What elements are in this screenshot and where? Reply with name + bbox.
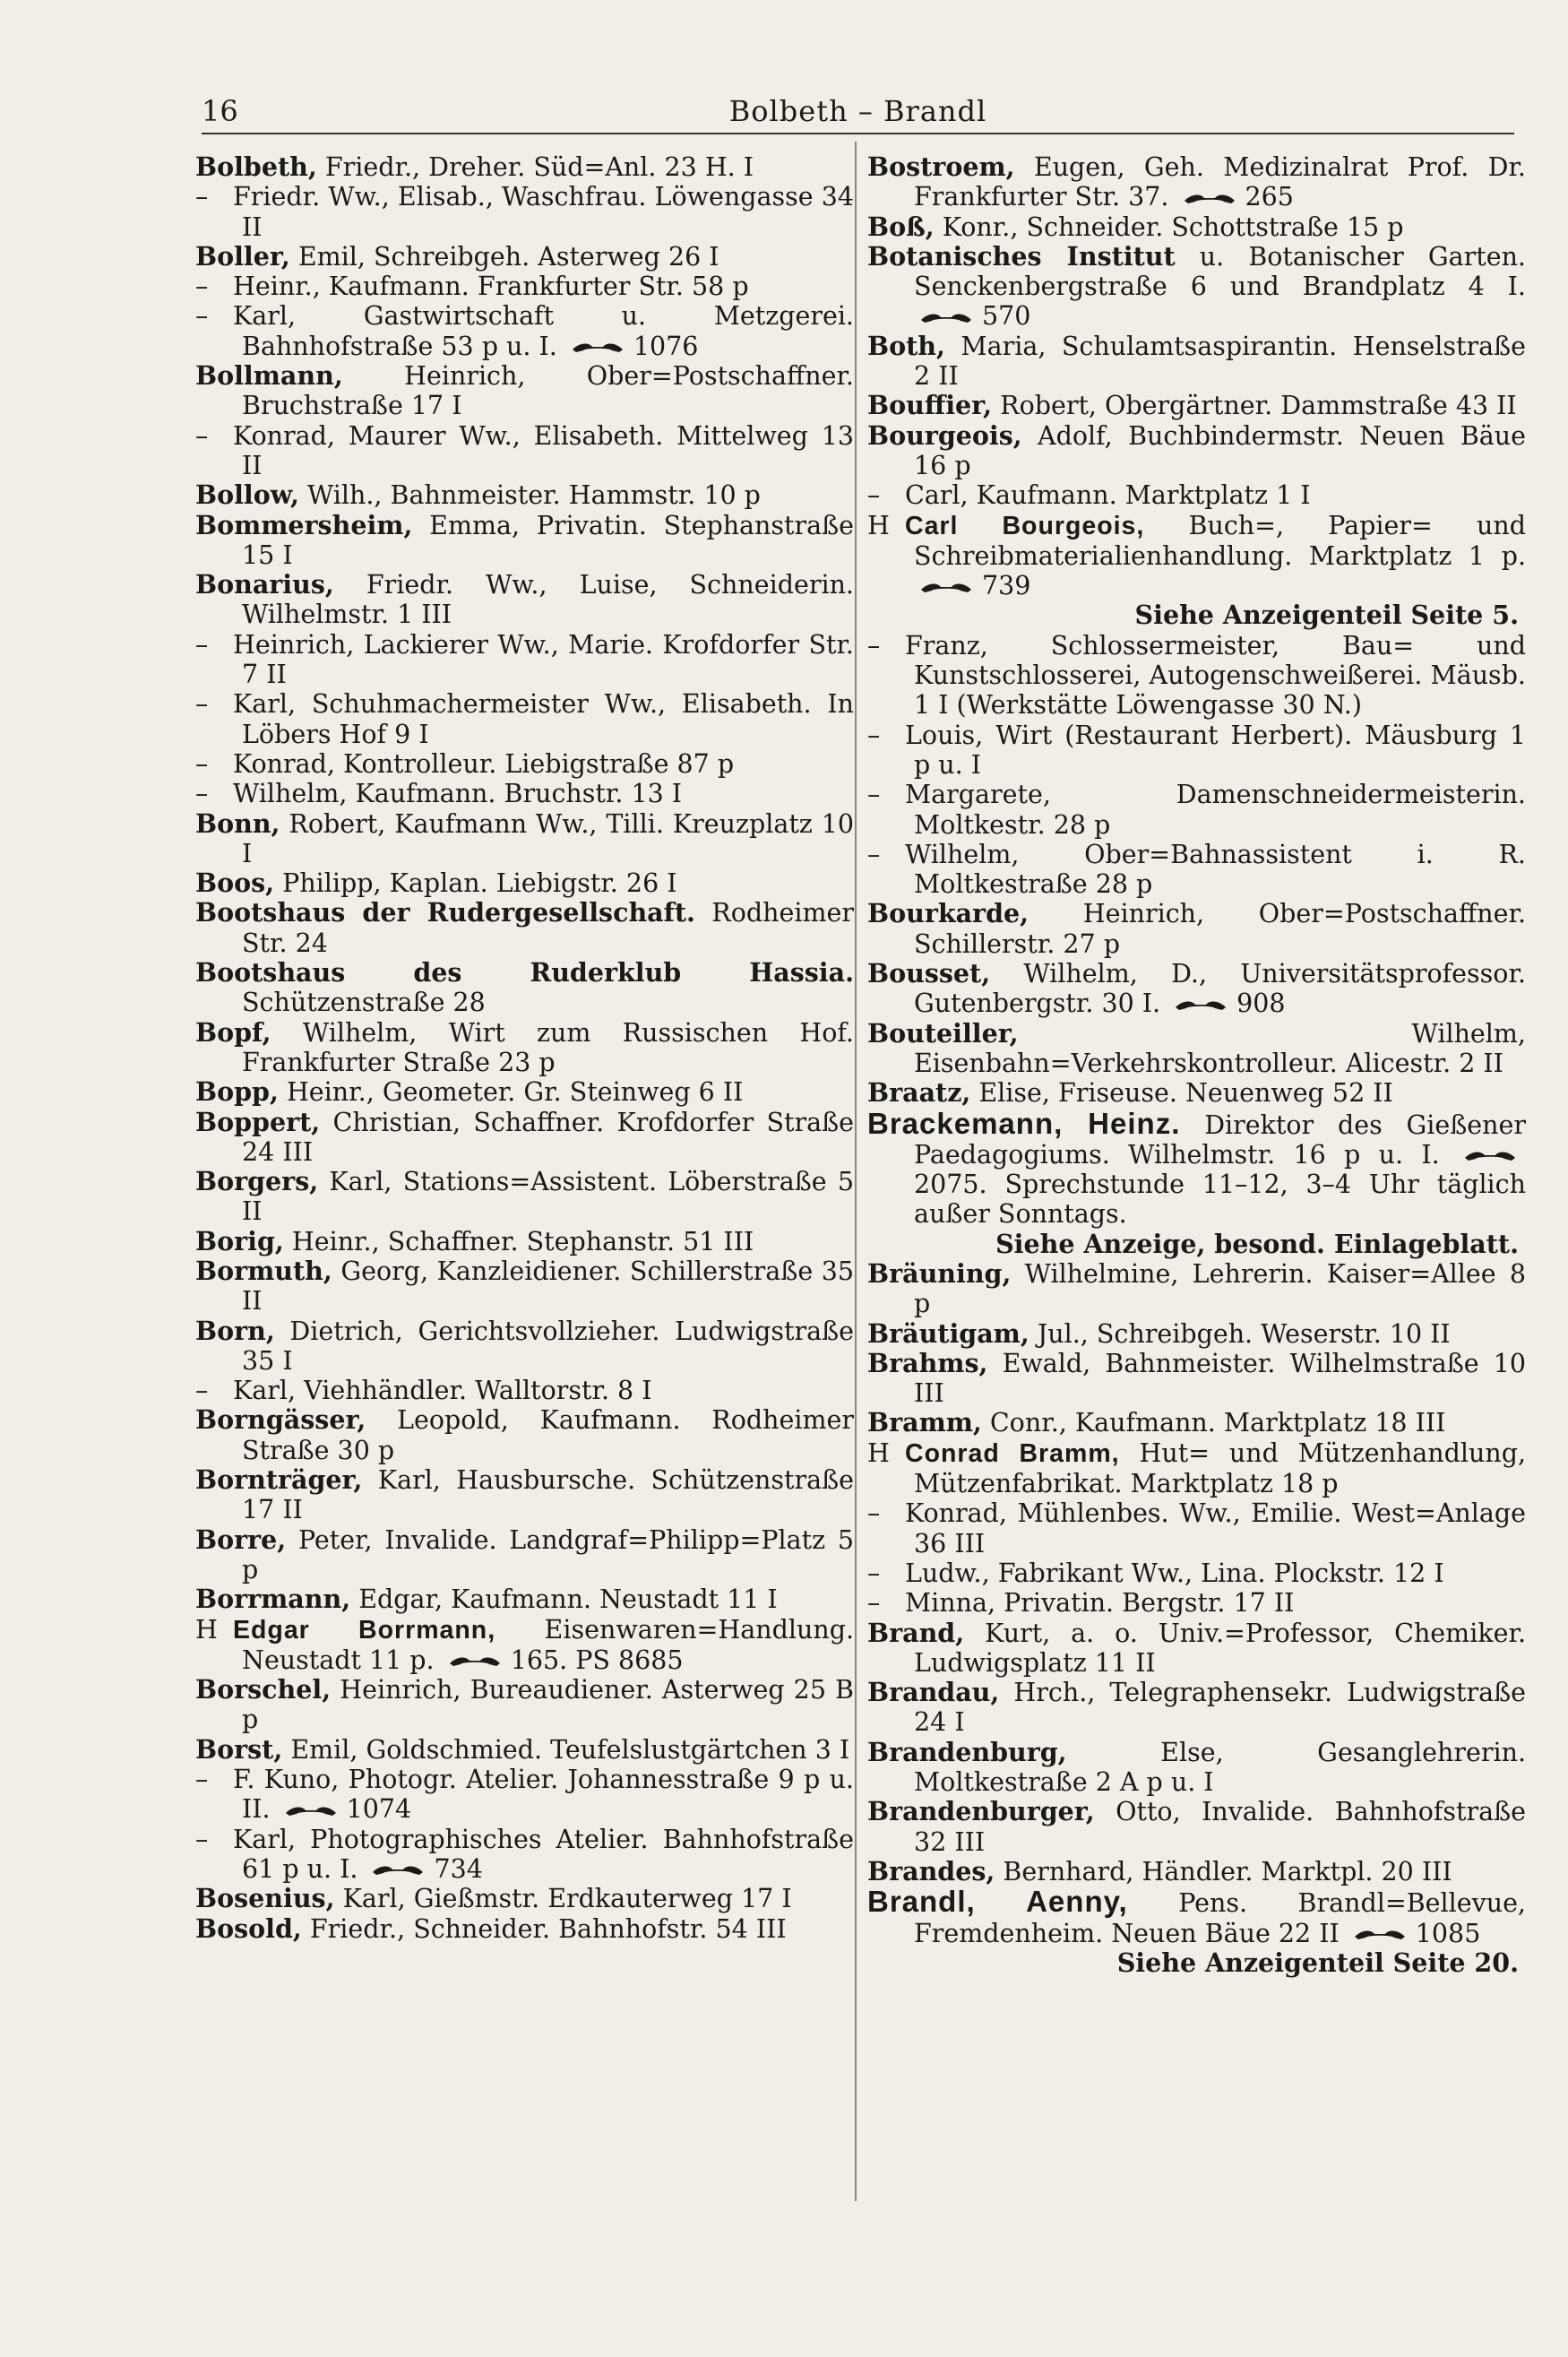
directory-entry (867, 480, 1526, 510)
entry-text: Karl, Photographisches Atelier. Bahnhofstraße 61 p u. I. (233, 1824, 854, 1884)
directory-entry (867, 242, 1526, 332)
entry-text: Karl, Hausbursche. Schützenstraße 17 II (242, 1465, 854, 1525)
entry-text: Konrad, Kontrolleur. Liebigstraße 87 p (233, 748, 735, 779)
repeat-dash: – (195, 1824, 209, 1854)
entry-text: Heinrich, Ober=Postschaffner. Bruchstraße 17 I (242, 361, 854, 421)
entry-text: Eisenwaren=Handlung. Neustadt 11 p. (242, 1614, 854, 1675)
entry-text: Peter, Invalide. Landgraf=Philipp=Platz 5 p (242, 1524, 854, 1584)
entry-name: Borschel, (195, 1674, 332, 1705)
entry-name: Bootshaus des Ruderklub Hassia. (195, 957, 854, 989)
entry-name: Bräuning, (867, 1257, 1012, 1289)
repeat-dash: – (867, 780, 881, 810)
repeat-dash: – (195, 689, 209, 720)
directory-entry (867, 721, 1526, 781)
directory-entry (195, 301, 854, 361)
entry-name: Borst, (195, 1733, 283, 1765)
directory-entry (867, 1078, 1526, 1108)
entry-text: Karl, Gastwirtschaft u. Metzgerei. Bahnhofstraße 53 p u. I. (233, 301, 854, 361)
entry-text: Friedr., Schneider. Bahnhofstr. 54 III (309, 1913, 787, 1944)
telephone-icon (371, 1864, 425, 1877)
phone-number: 1085 (1415, 1918, 1481, 1948)
entry-text: Georg, Kanzleidiener. Schillerstraße 35 II (242, 1256, 854, 1317)
entry-text: Emil, Goldschmied. Teufelslustgärtchen 3 I (290, 1734, 850, 1765)
entry-text: Christian, Schaffner. Krofdorfer Straße 24 III (242, 1107, 855, 1167)
entry-name: Born, (195, 1315, 275, 1346)
entry-text: Else, Gesanglehrerin. Moltkestraße 2 A p u. I (914, 1737, 1527, 1798)
entry-text: Conr., Kaufmann. Marktplatz 18 III (989, 1408, 1446, 1438)
directory-entry (867, 1797, 1526, 1857)
right-column (867, 152, 1526, 1978)
directory-entry (867, 899, 1526, 959)
entry-text: Schützenstraße 28 (242, 988, 486, 1018)
directory-entry (867, 212, 1526, 242)
entry-text: Wilhelm, Ober=Bahnassistent i. R. Moltkestraße 28 p (905, 839, 1526, 900)
directory-entry (195, 1077, 854, 1107)
entry-text: Emil, Schreibgeh. Asterweg 26 I (297, 241, 719, 272)
repeat-dash: – (195, 420, 209, 451)
directory-entry (195, 1914, 854, 1944)
directory-entry (195, 361, 854, 421)
entry-name: Bollmann, (195, 360, 343, 392)
directory-entry (867, 1619, 1526, 1679)
repeat-dash: – (867, 1558, 881, 1588)
entry-text: Bernhard, Händler. Marktpl. 20 III (1003, 1856, 1452, 1886)
repeat-dash: – (195, 182, 209, 212)
directory-entry (195, 1317, 854, 1377)
directory-entry (867, 332, 1526, 392)
advert-reference: Siehe Anzeigenteil Seite 20. (1116, 1947, 1519, 1978)
phone-number: 908 (1236, 989, 1286, 1019)
entry-name: Bourkarde, (867, 898, 1030, 929)
entry-text: Kurt, a. o. Univ.=Professor, Chemiker. Ludwigsplatz 11 II (914, 1618, 1527, 1678)
entry-text: Carl, Kaufmann. Marktplatz 1 I (905, 480, 1311, 511)
commercial-mark: H (867, 510, 890, 540)
directory-entry (867, 1678, 1526, 1738)
directory-entry (867, 959, 1526, 1019)
entry-text: Friedr. Ww., Elisab., Waschfrau. Löwengasse 34 II (233, 182, 854, 242)
telephone-icon (571, 341, 625, 354)
directory-entry (195, 689, 854, 749)
directory-entry (195, 1376, 854, 1405)
entry-text: Ewald, Bahnmeister. Wilhelmstraße 10 III (914, 1348, 1527, 1409)
entry-text: Jul., Schreibgeh. Weserstr. 10 II (1037, 1318, 1451, 1349)
entry-name: Boller, (195, 240, 290, 272)
directory-entry (195, 1825, 854, 1885)
entry-name: Brandenburg, (867, 1736, 1067, 1767)
entry-text: Pens. Brandl=Bellevue, Fremdenheim. Neuen Bäue 22 II (914, 1888, 1526, 1948)
entry-text: Hut= und Mützenhandlung, Mützenfabrikat. Marktplatz 18 p (914, 1438, 1527, 1499)
directory-entry (867, 1558, 1526, 1588)
directory-entry (867, 1019, 1526, 1079)
firm-name: Conrad Bramm, (905, 1438, 1120, 1468)
entry-text: Maria, Schulamtsaspirantin. Henselstraße 2 II (914, 331, 1527, 392)
directory-entry (195, 1405, 854, 1465)
entry-text: Karl, Gießmstr. Erdkauterweg 17 I (342, 1884, 792, 1914)
entry-text: Wilhelm, Wirt zum Russischen Hof. Frankfurter Straße 23 p (242, 1017, 854, 1077)
telephone-icon (1174, 999, 1228, 1012)
entry-text: Heinrich, Lackierer Ww., Marie. Krofdorfer Str. 7 II (233, 629, 854, 690)
entry-name: Borgers, (195, 1166, 319, 1197)
page-number: 16 (202, 94, 238, 128)
entry-name: Bolbeth, (195, 151, 317, 182)
entry-name: Brand, (867, 1617, 965, 1648)
phone-number: 570 (982, 301, 1031, 332)
entry-text: Franz, Schlossermeister, Bau= und Kunstschlosserei, Autogenschweißerei. Mäusb. 1 I (Werkstätte Löwengasse 30 N.) (905, 630, 1526, 721)
directory-entry (195, 242, 854, 272)
repeat-dash: – (195, 629, 209, 660)
entry-name: Borngässer, (195, 1404, 366, 1436)
directory-entry (867, 1857, 1526, 1886)
phone-number: 2075. (914, 1170, 987, 1200)
phone-number: 734 (434, 1853, 483, 1884)
entry-text: Wilhelm, Kaufmann. Bruchstr. 13 I (233, 779, 683, 809)
directory-entry (867, 421, 1526, 481)
entry-text: Konrad, Maurer Ww., Elisabeth. Mittelweg 13 II (233, 420, 854, 480)
telephone-icon (284, 1805, 338, 1817)
telephone-icon (1183, 193, 1236, 205)
entry-name: Bornträger, (195, 1464, 363, 1496)
directory-entry (867, 1319, 1526, 1349)
entry-name: Bostroem, (867, 151, 1015, 182)
entry-text: Rodheimer Str. 24 (242, 898, 855, 958)
entry-text: Buch=, Papier= und Schreibmaterialienhandlung. Marktplatz 1 p. (914, 510, 1526, 571)
directory-entry (867, 511, 1526, 601)
directory-entry (195, 1584, 854, 1614)
entry-name: Bonarius, (195, 569, 334, 600)
entry-text: Ludw., Fabrikant Ww., Lina. Plockstr. 12 I (905, 1558, 1444, 1588)
entry-name: Boß, (867, 211, 935, 242)
directory-entry (195, 1615, 854, 1676)
repeat-dash: – (195, 779, 209, 809)
left-column (195, 152, 854, 1944)
directory-entry (195, 630, 854, 690)
directory-entry (195, 421, 854, 481)
entry-name: Bopf, (195, 1016, 271, 1048)
entry-text: Elise, Friseuse. Neuenweg 52 II (978, 1078, 1393, 1109)
entry-text: u. Botanischer Garten. Senckenbergstraße 6 und Brandplatz 4 I. (914, 241, 1526, 302)
entry-name: Bouteiller, (867, 1017, 1019, 1049)
directory-entry (867, 1259, 1526, 1319)
entry-name: Boos, (195, 868, 275, 899)
entry-name: Bräutigam, (867, 1317, 1030, 1349)
directory-entry (195, 1108, 854, 1168)
entry-text: Karl, Viehhändler. Walltorstr. 8 I (233, 1376, 652, 1406)
directory-entry (867, 780, 1526, 840)
entry-name: Bouffier, (867, 390, 993, 421)
entry-tail: PS 8685 (575, 1645, 684, 1675)
advert-reference: Siehe Anzeige, besond. Einlageblatt. (995, 1228, 1519, 1259)
entry-text: Minna, Privatin. Bergstr. 17 II (905, 1588, 1295, 1619)
repeat-dash: – (195, 1765, 209, 1795)
repeat-dash: – (867, 839, 881, 869)
advert-reference: Siehe Anzeigenteil Seite 5. (1134, 600, 1519, 631)
directory-entry (195, 1227, 854, 1256)
directory-entry (195, 809, 854, 869)
entry-name: Bourgeois, (867, 419, 1022, 451)
directory-entry (867, 1886, 1526, 1948)
entry-text: Wilh., Bahnmeister. Hammstr. 10 p (306, 480, 761, 511)
entry-text: Dietrich, Gerichtsvollzieher. Ludwigstraße 35 I (242, 1316, 855, 1376)
entry-text: Heinr., Kaufmann. Frankfurter Str. 58 p (233, 272, 749, 302)
repeat-dash: – (867, 630, 881, 660)
telephone-icon (1353, 1929, 1407, 1941)
directory-entry (867, 152, 1526, 212)
entry-name: Bormuth, (195, 1255, 332, 1286)
directory-entry (195, 1018, 854, 1078)
directory-entry (195, 272, 854, 301)
entry-name: Boppert, (195, 1106, 321, 1137)
entry-text: Direktor des Gießener Paedagogiums. Wilhelmstr. 16 p u. I. (914, 1109, 1526, 1170)
entry-name: Botanisches Institut (867, 240, 1176, 272)
firm-name: Edgar Borrmann, (233, 1615, 496, 1645)
entry-name: Bommersheim, (195, 509, 413, 540)
entry-text: Otto, Invalide. Bahnhofstraße 32 III (914, 1797, 1526, 1857)
directory-entry (867, 1349, 1526, 1409)
entry-name: Borig, (195, 1225, 284, 1256)
directory-entry (195, 1167, 854, 1227)
entry-text: Wilhelmine, Lehrerin. Kaiser=Allee 8 p (914, 1258, 1526, 1319)
directory-entry (195, 1765, 854, 1825)
entry-text: Adolf, Buchbindermstr. Neuen Bäue 16 p (914, 420, 1527, 480)
entry-text: Wilhelm, Eisenbahn=Verkehrskontrolleur. Alicestr. 2 II (914, 1018, 1526, 1078)
entry-text: Konrad, Mühlenbes. Ww., Emilie. West=Anlage 36 III (905, 1498, 1526, 1558)
directory-entry (867, 1498, 1526, 1558)
directory-entry (195, 1884, 854, 1913)
entry-name: Borrmann, (195, 1584, 351, 1615)
telephone-icon (1463, 1150, 1517, 1162)
directory-entry (195, 182, 854, 242)
telephone-icon (448, 1655, 502, 1668)
entry-name: Brandes, (867, 1855, 995, 1886)
directory-entry (195, 480, 854, 510)
entry-text: Philipp, Kaplan. Liebigstr. 26 I (282, 868, 677, 899)
entry-text: Eugen, Geh. Medizinalrat Prof. Dr. Frankfurter Str. 37. (914, 152, 1526, 212)
page-header (202, 90, 1514, 134)
entry-text: Leopold, Kaufmann. Rodheimer Straße 30 p (242, 1405, 855, 1465)
directory-entry (867, 631, 1526, 721)
directory-entry (867, 1738, 1526, 1798)
entry-text: Karl, Schuhmachermeister Ww., Elisabeth. In Löbers Hof 9 I (233, 689, 854, 749)
entry-name: Brandl, Aenny, (867, 1885, 1128, 1919)
entry-tail: Sprechstunde 11–12, 3–4 Uhr täglich außer Sonntags. (914, 1170, 1526, 1230)
entry-name: Bosold, (195, 1912, 302, 1944)
repeat-dash: – (195, 272, 209, 302)
phone-number: 1076 (633, 331, 699, 361)
directory-entry (195, 1525, 854, 1585)
directory-entry (195, 152, 854, 182)
entry-name: Brahms, (867, 1347, 988, 1378)
entry-text: Hrch., Telegraphensekr. Ludwigstraße 24 I (914, 1678, 1526, 1738)
phone-number: 265 (1245, 182, 1294, 212)
commercial-mark: H (195, 1614, 218, 1645)
directory-entry (195, 898, 854, 958)
entry-text: Heinr., Geometer. Gr. Steinweg 6 II (286, 1077, 744, 1108)
entry-name: Bosenius, (195, 1883, 335, 1914)
entry-text: Heinrich, Bureaudiener. Asterweg 25 B p (242, 1675, 855, 1735)
directory-entry (195, 1675, 854, 1735)
telephone-icon (919, 582, 973, 594)
firm-name: Carl Bourgeois, (905, 511, 1145, 540)
phone-number: 165. (510, 1645, 568, 1675)
entry-text: Edgar, Kaufmann. Neustadt 11 I (358, 1584, 778, 1615)
phone-number: 739 (982, 571, 1031, 601)
directory-entry (195, 570, 854, 630)
directory-entry (867, 1588, 1526, 1618)
directory-entry (195, 749, 854, 779)
entry-name: Bollow, (195, 479, 299, 511)
entry-text: F. Kuno, Photogr. Atelier. Johannesstraße 9 p u. II. (233, 1765, 854, 1825)
entry-name: Bootshaus der Rudergesellschaft. (195, 897, 695, 928)
entry-name: Brandenburger, (867, 1796, 1095, 1827)
directory-entry (867, 1106, 1526, 1230)
directory-entry (195, 1256, 854, 1317)
directory-entry (195, 511, 854, 571)
entry-text: Louis, Wirt (Restaurant Herbert). Mäusburg 1 p u. I (905, 720, 1526, 780)
entry-text: Friedr. Ww., Luise, Schneiderin. Wilhelmstr. 1 III (242, 570, 854, 630)
entry-name: Bramm, (867, 1407, 982, 1438)
entry-name: Brackemann, Heinz. (867, 1106, 1181, 1140)
directory-entry (867, 1438, 1526, 1499)
column-divider (855, 142, 857, 2201)
directory-entry (195, 779, 854, 808)
entry-text: Margarete, Damenschneidermeisterin. Moltkestr. 28 p (905, 780, 1526, 840)
repeat-dash: – (867, 1588, 881, 1619)
entry-text: Konr., Schneider. Schottstraße 15 p (942, 212, 1404, 242)
directory-entry (867, 391, 1526, 420)
entry-text: Robert, Kaufmann Ww., Tilli. Kreuzplatz 10 I (242, 808, 855, 868)
commercial-mark: H (867, 1438, 890, 1468)
repeat-dash: – (195, 1376, 209, 1406)
entry-name: Bonn, (195, 807, 280, 839)
entry-text: Heinrich, Ober=Postschaffner. Schillerstr. 27 p (914, 899, 1527, 959)
repeat-dash: – (867, 480, 881, 511)
running-head: Bolbeth – Brandl (728, 94, 987, 128)
entry-name: Brandau, (867, 1677, 1000, 1708)
entry-name: Both, (867, 330, 945, 361)
entry-name: Bopp, (195, 1076, 279, 1108)
entry-text: Wilhelm, D., Universitätsprofessor. Gutenbergstr. 30 I. (914, 959, 1527, 1019)
entry-name: Braatz, (867, 1077, 971, 1109)
entry-text: Karl, Stations=Assistent. Löberstraße 5 II (242, 1167, 855, 1227)
entry-text: Heinr., Schaffner. Stephanstr. 51 III (291, 1226, 754, 1256)
entry-name: Bousset, (867, 958, 991, 989)
entry-name: Borre, (195, 1524, 287, 1555)
entry-text: Emma, Privatin. Stephanstraße 15 I (242, 510, 854, 570)
repeat-dash: – (867, 720, 881, 750)
entry-text: Friedr., Dreher. Süd=Anl. 23 H. I (324, 152, 754, 182)
telephone-icon (919, 312, 973, 324)
directory-entry (195, 868, 854, 898)
repeat-dash: – (195, 301, 209, 332)
directory-entry (195, 958, 854, 1018)
directory-entry (195, 1465, 854, 1525)
repeat-dash: – (867, 1498, 881, 1529)
repeat-dash: – (195, 748, 209, 779)
directory-entry (867, 840, 1526, 900)
phone-number: 1074 (346, 1794, 412, 1825)
entry-text: Robert, Obergärtner. Dammstraße 43 II (1000, 391, 1517, 421)
directory-entry (195, 1735, 854, 1765)
directory-entry (867, 1408, 1526, 1438)
